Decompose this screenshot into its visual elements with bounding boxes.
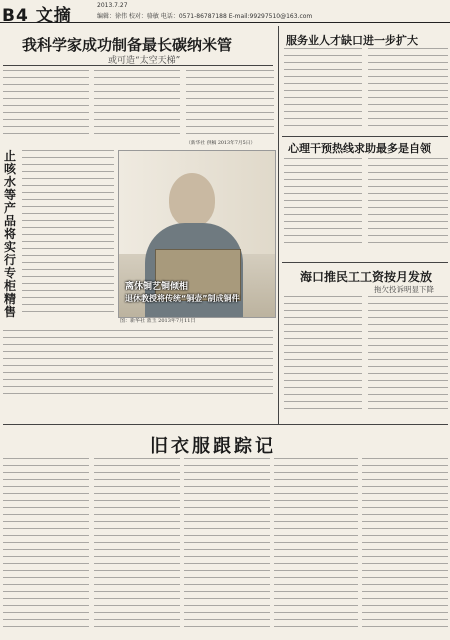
photo-credit: 图：新华社 蓝玉 2013年7月11日 <box>120 318 196 324</box>
heart-article-title: 心理干预热线求助最多是自领 <box>288 142 431 155</box>
portrait-photo <box>118 150 276 318</box>
haikou-article-col2 <box>368 296 448 420</box>
top-article-title: 我科学家成功制备最长碳纳米管 <box>22 36 233 54</box>
haikou-article-title: 海口推民工工资按月发放 <box>300 270 433 284</box>
top-article-col1 <box>3 70 89 142</box>
bottom-article-title: 旧衣服跟踪记 <box>150 436 276 457</box>
photo-caption-2: 退休教授将传统“铜壶”制成铜件 <box>125 294 240 303</box>
side-article-title: 止 咳 水 等 产 品 将 实 行 专 柜 精 售 <box>3 149 16 319</box>
haikou-article-col1 <box>284 296 362 420</box>
contact-line: 电话：0571-86787188 E-mail:99297510@163.com <box>160 13 313 20</box>
top-article-col2 <box>94 70 180 142</box>
top-article-rule <box>3 65 273 66</box>
header-contact <box>97 11 312 20</box>
heart-rule <box>282 136 448 137</box>
talent-article-col1 <box>284 48 362 132</box>
bottom-article-col3 <box>184 458 270 636</box>
side-article-body <box>22 150 114 322</box>
top-article-source: （新华社 供稿 2013年7月5日） <box>186 141 256 146</box>
haikou-rule <box>282 262 448 263</box>
talent-article-col2 <box>368 48 448 132</box>
page-number: B4 <box>2 6 29 26</box>
section-name: 文摘 <box>35 6 72 26</box>
mid-left-body <box>3 330 273 400</box>
bottom-article-col1 <box>3 458 89 636</box>
haikou-article-subtitle: 拖欠投诉明显下降 <box>374 285 434 294</box>
bottom-article-col4 <box>274 458 358 636</box>
top-article-col3 <box>186 70 274 142</box>
section-label <box>2 1 72 26</box>
heart-article-col1 <box>284 158 362 250</box>
photo-caption-1: 离休铜艺铜倾相 <box>125 282 189 292</box>
editor-line: 编辑：徐伟 校对：骆敏 <box>97 13 159 20</box>
heart-article-col2 <box>368 158 448 250</box>
column-divider <box>278 26 279 424</box>
talent-article-title: 服务业人才缺口进一步扩大 <box>286 34 418 47</box>
bottom-article-col2 <box>94 458 180 636</box>
issue-date: 2013.7.27 <box>97 2 128 9</box>
bottom-article-rule <box>3 424 448 425</box>
bottom-article-col5 <box>362 458 448 636</box>
page-header <box>0 0 450 26</box>
top-article-subtitle: 或可造“太空天梯” <box>108 56 181 66</box>
